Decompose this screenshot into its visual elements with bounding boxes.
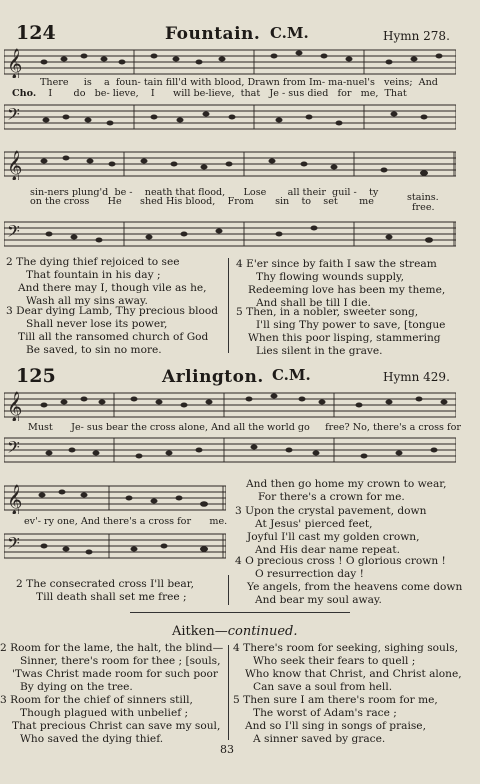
- lyric-word: is: [83, 77, 92, 88]
- hymn-number: 125: [16, 365, 56, 387]
- lyric-word: neath that flood,: [144, 187, 226, 198]
- lyric-word: a: [103, 77, 110, 88]
- lyric-word: I: [48, 88, 53, 99]
- staff-lines: [4, 148, 456, 180]
- verse-line: Who know that Christ, and Christ alone,: [245, 668, 462, 680]
- verse-number: 3: [235, 505, 242, 517]
- verse-line: That fountain in his day ;: [26, 269, 161, 281]
- svg-text:𝄢: 𝄢: [7, 437, 20, 461]
- verse-line: Room for the lame, the halt, the blind—: [10, 642, 224, 654]
- verse-number: 4: [233, 642, 240, 654]
- verse-line: Sinner, there's room for thee ; [souls,: [20, 655, 221, 667]
- verse-line: E'er since by faith I saw the stream: [246, 258, 437, 270]
- lyric-word: guil -: [332, 187, 357, 198]
- lyric-word: be -: [114, 187, 133, 198]
- lyrics-line: [28, 422, 461, 433]
- verse-line: Room for the chief of sinners still,: [10, 694, 193, 706]
- lyric-word: me,: [360, 88, 379, 99]
- music-staff-treble: [4, 46, 456, 78]
- verse-line: Redeeming love has been my theme,: [248, 284, 446, 296]
- verse-line: Who seek their fears to quell ;: [253, 655, 416, 667]
- chorus-label: Cho.: [12, 88, 37, 99]
- verse-3: [0, 694, 220, 746]
- lyric-word: to: [301, 196, 312, 207]
- lyrics-line: [40, 77, 438, 88]
- music-staff-treble: [4, 482, 226, 514]
- section-subtitle: continued.: [227, 624, 298, 639]
- verse-3: [235, 505, 426, 557]
- verse-line: When this poor lisping, stammering: [248, 332, 441, 344]
- verse-line: And there may I, though vile as he,: [18, 282, 207, 294]
- verse-2: [16, 578, 194, 604]
- verse-number: 3: [6, 305, 13, 317]
- lyric-word: foun-: [115, 77, 141, 88]
- lyric-word: set: [323, 196, 338, 207]
- music-staff-treble: [4, 148, 456, 180]
- lyric-word: And all the world go: [211, 422, 310, 433]
- verse-line: Then sure I am there's room for me,: [243, 694, 438, 706]
- staff-lines: [4, 46, 456, 78]
- section-divider: [130, 612, 350, 613]
- verse-line: The consecrated cross I'll bear,: [26, 578, 194, 590]
- verse-line: For there's a crown for me.: [258, 491, 405, 503]
- staff-lines: [4, 482, 226, 514]
- verse-1-continuation: [246, 478, 447, 504]
- hymn-title: Fountain.: [165, 24, 261, 44]
- verse-line: There's room for seeking, sighing souls,: [243, 642, 459, 654]
- hymn-reference: Hymn 429.: [383, 370, 450, 384]
- lyric-word: stains.: [407, 192, 439, 203]
- verse-3: [6, 305, 218, 357]
- hymn-number: 124: [16, 22, 56, 44]
- section-title: Aitken: [172, 624, 215, 639]
- verse-5: [236, 306, 445, 358]
- verse-number: 4: [235, 555, 242, 567]
- verse-line: Dear dying Lamb, Thy precious blood: [16, 305, 219, 317]
- lyric-word: ma-nuel's: [328, 77, 375, 88]
- lyric-word: Je- sus bear the cross alone,: [71, 422, 209, 433]
- verse-line: At Jesus' pierced feet,: [255, 518, 373, 530]
- verse-line: By dying on the tree.: [20, 681, 133, 693]
- lyric-word: He: [107, 196, 122, 207]
- verse-line: I'll sing Thy power to save, [tongue: [256, 319, 446, 331]
- lyric-word: From: [227, 196, 254, 207]
- verse-5: [233, 694, 438, 746]
- verse-line: O precious cross ! O glorious crown !: [245, 555, 446, 567]
- hymn-title: Arlington.: [162, 367, 264, 387]
- verse-line: 'Twas Christ made room for such poor: [12, 668, 218, 680]
- verse-4: [235, 555, 462, 607]
- verse-line: Lies silent in the grave.: [256, 345, 383, 357]
- lyric-word: Drawn from Im-: [247, 77, 326, 88]
- music-staff-treble: [4, 389, 456, 421]
- music-staff-bass: [4, 530, 226, 562]
- lyrics-line: [30, 196, 374, 207]
- verse-number: 3: [0, 694, 7, 706]
- lyric-word: be- lieve,: [94, 88, 139, 99]
- verse-line: And bear my soul away.: [255, 594, 382, 606]
- lyric-word: free?: [325, 422, 350, 433]
- verse-line: Then, in a nobler, sweeter song,: [246, 306, 419, 318]
- verse-number: 4: [236, 258, 243, 270]
- verse-line: Till death shall set me free ;: [36, 591, 187, 603]
- column-divider: [228, 258, 229, 353]
- lyric-word: No, there's a cross for: [352, 422, 461, 433]
- verse-number: 2: [0, 642, 7, 654]
- svg-text:𝄢: 𝄢: [7, 104, 20, 128]
- verse-line: Thy flowing wounds supply,: [256, 271, 404, 283]
- lyric-word: And there's a cross for: [80, 516, 192, 527]
- verse-line: O resurrection day !: [255, 568, 364, 580]
- hymn-reference: Hymn 278.: [383, 29, 450, 43]
- lyric-word: ev'- ry one,: [24, 516, 78, 527]
- verse-line: Though plagued with unbelief ;: [20, 707, 189, 719]
- staff-lines: [4, 434, 456, 466]
- verse-line: A sinner saved by grace.: [253, 733, 386, 745]
- music-staff-bass: [4, 218, 456, 250]
- lyric-word: There: [40, 77, 69, 88]
- lyric-word: tain fill'd with blood,: [143, 77, 245, 88]
- staff-lines: [4, 101, 456, 133]
- svg-text:𝄞: 𝄞: [7, 49, 23, 78]
- lyric-word: that: [240, 88, 261, 99]
- verse-2: [6, 256, 207, 308]
- verse-line: Till all the ransomed church of God: [18, 331, 209, 343]
- lyrics-line: [12, 88, 407, 99]
- lyric-word: ty: [369, 187, 379, 198]
- verse-line: And then go home my crown to wear,: [246, 478, 447, 490]
- lyric-word: sin-ners plung'd: [30, 187, 109, 198]
- verse-line: And His dear name repeat.: [255, 544, 400, 556]
- lyric-word: shed His blood,: [140, 196, 216, 207]
- verse-line: That precious Christ can save my soul,: [12, 720, 221, 732]
- verse-4: [236, 258, 445, 310]
- lyric-word: all their: [287, 187, 326, 198]
- verse-line: And shall be till I die.: [256, 297, 371, 309]
- svg-text:𝄢: 𝄢: [7, 221, 20, 245]
- verse-line: And so I'll sing in songs of praise,: [245, 720, 426, 732]
- lyric-word: That: [384, 88, 407, 99]
- music-staff-bass: [4, 434, 456, 466]
- lyric-word: on the cross: [30, 196, 90, 207]
- hymn-meter: C.M.: [270, 24, 309, 42]
- music-staff-bass: [4, 101, 456, 133]
- svg-text:𝄢: 𝄢: [7, 533, 20, 557]
- verse-line: Upon the crystal pavement, down: [245, 505, 427, 517]
- verse-number: 5: [233, 694, 240, 706]
- verse-line: Be saved, to sin no more.: [26, 344, 162, 356]
- verse-line: Shall never lose its power,: [26, 318, 168, 330]
- column-divider: [228, 575, 229, 605]
- lyric-word: Must: [28, 422, 53, 433]
- lyric-word: free.: [412, 202, 435, 213]
- verse-line: The worst of Adam's race ;: [253, 707, 397, 719]
- verse-line: Wash all my sins away.: [26, 295, 148, 307]
- svg-text:𝄞: 𝄞: [7, 485, 23, 514]
- verse-line: Joyful I'll cast my golden crown,: [247, 531, 420, 543]
- lyric-word: do: [73, 88, 86, 99]
- section-heading: Aitken—continued.: [172, 624, 298, 639]
- lyric-word: veins;: [384, 77, 413, 88]
- verse-number: 2: [6, 256, 13, 268]
- verse-number: 5: [236, 306, 243, 318]
- verse-line: Who saved the dying thief.: [20, 733, 164, 745]
- lyric-word: sin: [275, 196, 290, 207]
- lyric-word: will be-lieve,: [173, 88, 235, 99]
- lyric-word: me.: [209, 516, 228, 527]
- verse-line: The dying thief rejoiced to see: [16, 256, 180, 268]
- verse-2: [0, 642, 223, 694]
- verse-line: Ye angels, from the heavens come down: [247, 581, 463, 593]
- lyric-word: for: [337, 88, 352, 99]
- svg-text:𝄞: 𝄞: [7, 392, 23, 421]
- verse-line: Can save a soul from hell.: [253, 681, 393, 693]
- svg-text:𝄞: 𝄞: [7, 151, 23, 180]
- lyrics-line: [24, 516, 227, 527]
- hymn-meter: C.M.: [272, 366, 311, 384]
- lyric-word: Je - sus died: [269, 88, 329, 99]
- column-divider: [228, 645, 229, 740]
- staff-lines: [4, 389, 456, 421]
- staff-lines: [4, 218, 456, 250]
- lyric-word: And: [418, 77, 438, 88]
- verse-4: [233, 642, 462, 694]
- verse-number: 2: [16, 578, 23, 590]
- page-number: 83: [220, 743, 234, 756]
- lyric-word: me: [359, 196, 374, 207]
- lyric-word: I: [150, 88, 155, 99]
- staff-lines: [4, 530, 226, 562]
- lyric-word: Lose: [243, 187, 267, 198]
